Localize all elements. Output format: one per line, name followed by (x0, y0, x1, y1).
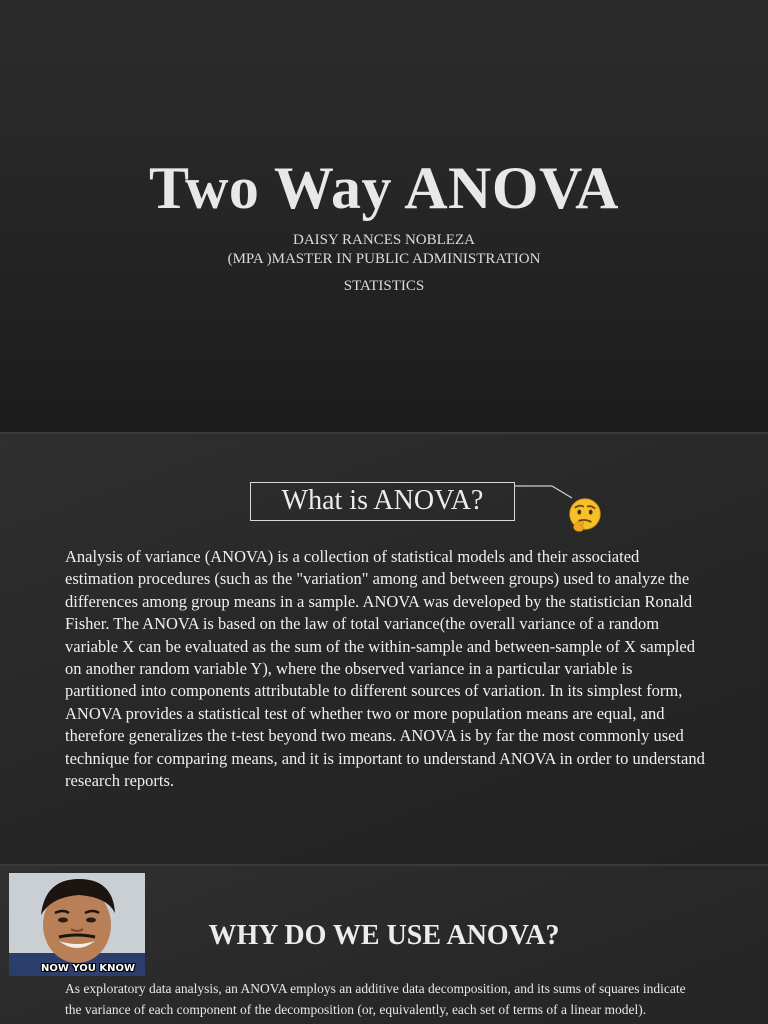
author-name: DAISY RANCES NOBLEZA (293, 232, 475, 248)
thinking-face-icon (566, 496, 604, 534)
meme-caption: NOW YOU KNOW (41, 963, 136, 974)
anova-purpose-text: As exploratory data analysis, an ANOVA employs an additive data decomposition, and its sums of squares indicate the variance of each component of the decomposition (or, equivalently, each set of terms of a linear model). (65, 981, 686, 1017)
course-name: STATISTICS (343, 278, 425, 294)
title-slide (0, 0, 768, 432)
what-is-anova-slide (0, 434, 768, 864)
anova-definition-text: Analysis of variance (ANOVA) is a collection of statistical models and their associated estimation procedures (such as the "variation" among and between groups) used to analyze the differences among group means in a sample. ANOVA was developed by the statistician Ronald Fisher. The ANOVA is based on the law of total variance(the overall variance of a random variable X can be evaluated as the sum of the within-sample and between-sample of X sampled on another random variable Y), where the observed variance in a particular variable is partitioned into components attributable to different sources of variation. In its simplest form, ANOVA provides a statistical test of whether two or more population means are equal, and therefore generalizes the t-test beyond two means. ANOVA is by far the most commonly used technique for comparing means, and it is important to understand ANOVA in order to understand research reports. (65, 547, 705, 791)
section-heading: What is ANOVA? (250, 482, 515, 521)
program-name: (MPA )MASTER IN PUBLIC ADMINISTRATION (227, 251, 541, 267)
section-heading: WHY DO WE USE ANOVA? (208, 920, 560, 951)
why-use-anova-slide (0, 866, 768, 1024)
presentation-title: Two Way ANOVA (149, 155, 619, 221)
